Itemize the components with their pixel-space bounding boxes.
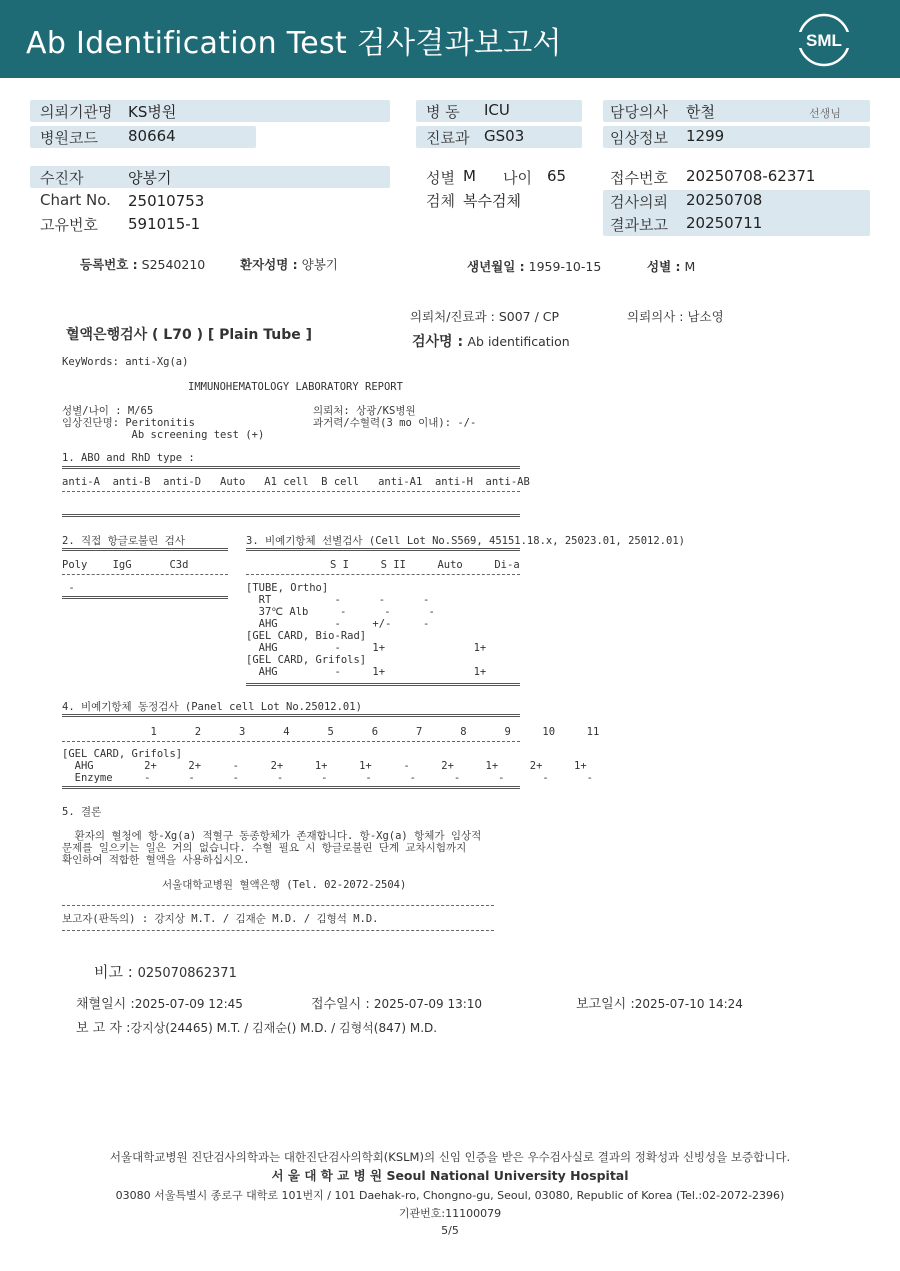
final-reporter-value: 강지상(24465) M.T. / 김재순() M.D. / 김형석(847) M.D. [130,1021,438,1035]
sml-logo-icon [796,12,852,68]
divider [62,491,520,492]
section2-columns: Poly IgG C3d [62,559,189,571]
dob-label: 생년월일 : [467,259,525,274]
dob-value: 1959-10-15 [528,259,602,274]
patient-label: 수진자 [40,169,84,187]
report-meta-right: 의뢰처: 상광/KS병원 과거력/수혈력(3 mo 이내): -/- [313,405,477,429]
divider [62,930,494,931]
report-time-label: 보고일시 : [576,997,635,1012]
chart-no-label: Chart No. [40,191,111,209]
report-reporter: 보고자(판독의) : 강지상 M.T. / 김재순 M.D. / 김형석 M.D. [62,913,379,925]
section2-title: 2. 직접 항글로불린 검사 [62,535,185,547]
ward-value: ICU [484,101,510,119]
section4-columns: 1 2 3 4 5 6 7 8 9 10 11 [62,726,600,738]
dept-label: 진료과 [426,129,470,147]
doctor-label: 담당의사 [610,103,668,121]
remark-label: 비고 : [94,963,133,981]
divider [62,596,228,599]
age-label: 나이 [503,169,532,187]
divider [62,514,520,517]
patient-sex-label: 성별 : [647,259,681,274]
ward-label: 병 동 [426,103,460,121]
report-date-value: 20250711 [686,214,763,232]
test-name-label: 검사명 : [412,334,464,350]
section2-values: - [62,582,75,594]
receive-value: 2025-07-09 13:10 [373,997,483,1011]
client-value: KS병원 [128,103,177,121]
conclusion-text: 환자의 혈청에 항-Xg(a) 적혈구 동종항체가 존재합니다. 항-Xg(a) 항체가 임상적 문제를 일으키는 일은 거의 없습니다. 수혈 필요 시 항글로불린 단계 교차시험까지 확인하여 적합한 혈액을 사용하십시오. [62,830,482,866]
reg-no-label: 등록번호 : [80,257,138,272]
report-heading: IMMUNOHEMATOLOGY LABORATORY REPORT [188,381,403,393]
section4-title: 4. 비예기항체 동정검사 (Panel cell Lot No.25012.01) [62,701,362,713]
certification-text: 서울대학교병원 진단검사의학과는 대한진단검사의학회(KSLM)의 신임 인증을 받은 우수검사실로 결과의 정확성과 신빙성을 보증합니다. [109,1150,791,1164]
page-title: Ab Identification Test 검사결과보고서 [26,26,562,61]
hospital-code-value: 80664 [128,127,176,145]
receipt-no-value: 20250708-62371 [686,167,816,185]
reg-no-value: S2540210 [141,257,206,272]
test-name-value: Ab identification [467,334,570,349]
specimen-label: 검체 [426,192,455,210]
info-row-bg [30,166,390,188]
divider [62,905,494,906]
blood-bank-line: 서울대학교병원 혈액은행 (Tel. 02-2072-2504) [162,879,407,891]
patient-value: 양봉기 [128,169,172,187]
clinical-info-label: 임상정보 [610,129,668,147]
receipt-no-label: 접수번호 [610,169,668,187]
section1-title: 1. ABO and RhD type : [62,452,195,464]
keywords: KeyWords: anti-Xg(a) [62,356,189,368]
divider [62,574,228,575]
svg-text:SML: SML [806,31,842,50]
collect-value: 2025-07-09 12:45 [134,997,243,1011]
unique-no-label: 고유번호 [40,216,98,234]
section5-title: 5. 결론 [62,806,102,818]
request-date-label: 검사의뢰 [610,193,668,211]
unique-no-value: 591015-1 [128,215,201,233]
hospital-code-label: 병원코드 [40,129,98,147]
divider [62,466,520,469]
order-dept: 의뢰처/진료과 : S007 / CP [410,309,560,324]
doctor-suffix: 선생님 [809,107,841,120]
chart-no-value: 25010753 [128,192,205,210]
doctor-value: 한철 [686,103,715,121]
test-title: 혈액은행검사 ( L70 ) [ Plain Tube ] [66,327,313,343]
section3-columns: S I S II Auto Di-a [330,559,520,571]
divider [62,741,520,742]
page-number: 5/5 [441,1224,459,1237]
divider [62,786,520,789]
section1-columns: anti-A anti-B anti-D Auto A1 cell B cell anti-A1 anti-H anti-AB [62,476,530,488]
specimen-value: 복수검체 [463,192,521,210]
report-meta-left: 성별/나이 : M/65 임상진단명: Peritonitis Ab screening test (+) [62,405,265,441]
sex-label: 성별 [426,169,455,187]
final-reporter-label: 보 고 자 : [76,1021,131,1036]
address: 03080 서울특별시 종로구 대학로 101번지 / 101 Daehak-ro, Chongno-gu, Seoul, 03080, Republic of Korea (Tel.:02-2072-2396) [115,1189,785,1202]
sex-value: M [463,167,476,185]
section3-title: 3. 비예기항체 선별검사 (Cell Lot No.S569, 45151.18.x, 25023.01, 25012.01) [246,535,685,547]
hospital-name: 서 울 대 학 교 병 원 Seoul National University Hospital [271,1168,629,1183]
patient-name-label: 환자성명 : [240,257,298,272]
receive-label: 접수일시 : [311,997,370,1012]
divider [62,714,520,717]
client-label: 의뢰기관명 [40,103,113,121]
age-value: 65 [547,167,567,185]
clinical-info-value: 1299 [686,127,725,145]
institution-number: 기관번호:11100079 [398,1207,502,1220]
section4-body: [GEL CARD, Grifols] AHG 2+ 2+ - 2+ 1+ 1+ - 2+ 1+ 2+ 1+ Enzyme - - - - - - - - - - - [62,748,594,784]
divider [246,574,520,575]
header-bar [0,0,900,78]
collect-label: 채혈일시 : [76,997,135,1012]
request-date-value: 20250708 [686,191,763,209]
divider [246,548,520,551]
report-date-label: 결과보고 [610,216,668,234]
section3-body: [TUBE, Ortho] RT - - - 37℃ Alb - - - AHG - +/- - [GEL CARD, Bio-Rad] AHG - 1+ 1+ [GEL CARD, Grifols] AHG - 1+ 1+ [246,582,487,678]
patient-name-value: 양봉기 [301,257,338,272]
dept-value: GS03 [484,127,525,145]
order-doctor: 의뢰의사 : 남소영 [627,309,724,324]
report-time-value: 2025-07-10 14:24 [634,997,743,1011]
divider [246,683,520,686]
divider [62,548,228,551]
patient-sex-value: M [684,259,696,274]
remark-value: 025070862371 [137,966,237,981]
